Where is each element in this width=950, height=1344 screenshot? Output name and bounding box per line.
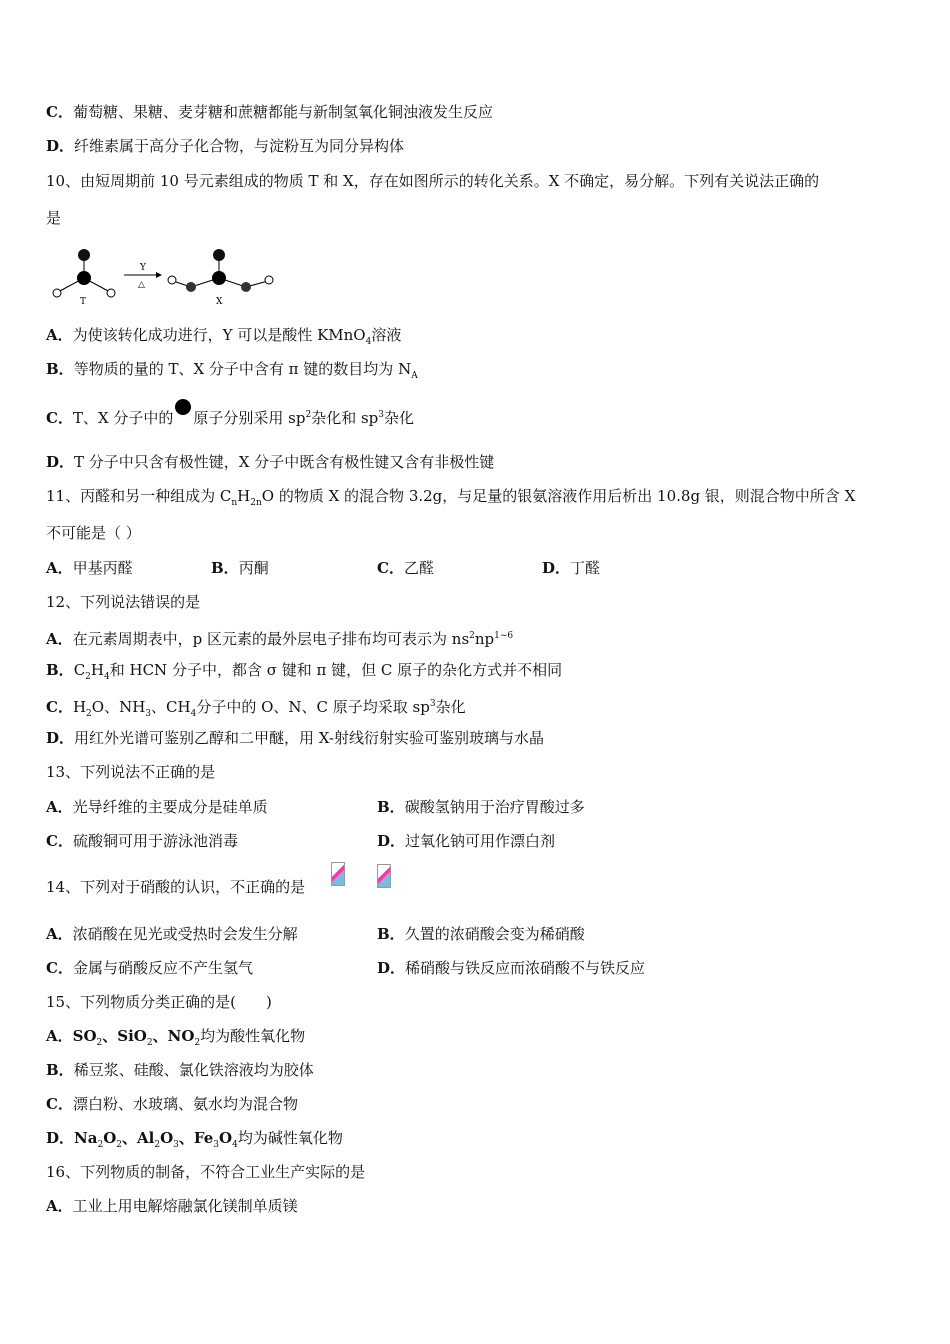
q10-option-c: C．T、X 分子中的 原子分别采用 $sp^2$杂化和 $sp^3$杂化 <box>46 405 414 428</box>
q12-option-b: B．$C_2H_4$和 HCN 分子中，都含 σ 键和 π 键，但 C 原子的杂化方式并不相同 <box>46 661 563 682</box>
x-left-o-atom <box>186 282 196 292</box>
q9-option-c: C．葡萄糖、果糖、麦芽糖和蔗糖都能与新制氢氧化铜浊液发生反应 <box>46 103 493 121</box>
q10-stem-cont: 是 <box>46 209 62 227</box>
q13-option-b: B．碳酸氢钠用于治疗胃酸过多 <box>377 798 585 816</box>
q11-stem: 11、丙醛和另一种组成为 $C_nH_{2n}O$ 的物质 X 的混合物 3.2g，与足量的银氨溶液作用后析出 10.8g 银，则混合物中所含 X <box>46 487 856 508</box>
x-center-atom <box>212 271 226 285</box>
q15-stem: 15、下列物质分类正确的是( ) <box>46 993 272 1011</box>
x-label: X <box>216 297 223 307</box>
x-top-atom <box>213 249 225 261</box>
q16-stem: 16、下列物质的制备，不符合工业生产实际的是 <box>46 1163 366 1181</box>
t-left-atom <box>53 289 61 297</box>
q16-option-a: A．工业上用电解熔融氯化镁制单质镁 <box>46 1197 298 1215</box>
q15-option-d: D．$Na_2O_2$、$Al_2O_3$、$Fe_3O_4$均为碱性氧化物 <box>46 1129 343 1150</box>
q11-option-a: A．甲基丙醛 <box>46 559 133 577</box>
q13-stem: 13、下列说法不正确的是 <box>46 763 216 781</box>
q10-option-b: B．等物质的量的 T、X 分子中含有 π 键的数目均为 $N_A$ <box>46 360 418 381</box>
t-label: T <box>80 297 87 307</box>
q13-option-c: C．硫酸铜可用于游泳池消毒 <box>46 832 238 850</box>
atom-dot-icon <box>175 399 191 415</box>
q10-option-d: D．T 分子中只含有极性键，X 分子中既含有极性键又含有非极性键 <box>46 453 495 471</box>
x-right-h-atom <box>265 276 273 284</box>
q12-option-c: C．$H_2O$、$NH_3$、$CH_4$分子中的 O、N、C 原子均采取 $sp^3$杂化 <box>46 698 466 719</box>
q14-option-a: A．浓硝酸在见光或受热时会发生分解 <box>46 925 298 943</box>
q14-option-d: D．稀硝酸与铁反应而浓硝酸不与铁反应 <box>377 959 646 977</box>
x-left-h-atom <box>168 276 176 284</box>
q15-option-a: A．$SO_2$、SiO$_2$、$NO_2$均为酸性氧化物 <box>46 1027 306 1048</box>
q14-stem: 14、下列对于硝酸的认识，不正确的是 <box>46 878 306 896</box>
q14-option-b: B．久置的浓硝酸会变为稀硝酸 <box>377 925 585 943</box>
q10-molecule-diagram <box>46 244 286 308</box>
q12-option-a: A．在元素周期表中，p 区元素的最外层电子排布均可表示为 $ns^2np^{1\sim 6}$ <box>46 630 514 648</box>
q11-option-b: B．丙酮 <box>211 559 269 577</box>
t-center-atom <box>77 271 91 285</box>
q13-option-a: A．光导纤维的主要成分是硅单质 <box>46 798 268 816</box>
q12-option-d: D．用红外光谱可鉴别乙醇和二甲醚，用 X-射线衍射实验可鉴别玻璃与水晶 <box>46 729 544 747</box>
q11-option-d: D．丁醛 <box>542 559 601 577</box>
q9-option-d: D．纤维素属于高分子化合物，与淀粉互为同分异构体 <box>46 137 405 155</box>
q11-option-c: C．乙醛 <box>377 559 434 577</box>
q13-option-d: D．过氧化钠可用作漂白剂 <box>377 832 556 850</box>
q14-option-c: C．金属与硝酸反应不产生氢气 <box>46 959 253 977</box>
q12-stem: 12、下列说法错误的是 <box>46 593 201 611</box>
q11-stem-cont: 不可能是（ ） <box>46 524 141 542</box>
t-top-atom <box>78 249 90 261</box>
x-right-o-atom <box>241 282 251 292</box>
arrow-bottom-label: △ <box>138 280 145 290</box>
q15-option-b: B．稀豆浆、硅酸、氯化铁溶液均为胶体 <box>46 1061 314 1079</box>
q15-option-c: C．漂白粉、水玻璃、氨水均为混合物 <box>46 1095 298 1113</box>
q10-stem: 10、由短周期前 10 号元素组成的物质 T 和 X，存在如图所示的转化关系。X 不确定，易分解。下列有关说法正确的 <box>46 172 820 190</box>
q10-option-a: A．为使该转化成功进行，Y 可以是酸性 KMnO$_4$溶液 <box>46 326 402 347</box>
arrow-top-label: Y <box>140 263 146 273</box>
broken-image-icon <box>331 862 345 886</box>
t-right-atom <box>107 289 115 297</box>
broken-image-icon <box>377 864 391 888</box>
